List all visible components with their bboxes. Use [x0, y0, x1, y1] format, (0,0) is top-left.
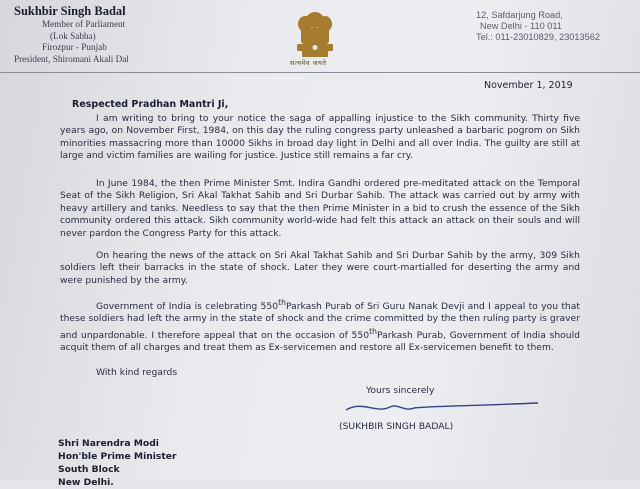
p4-sup-2: th [369, 326, 377, 336]
paragraph-2: In June 1984, the then Prime Minister Smt. Indira Gandhi ordered pre-meditated attack on the Temporal Seat of the Sikh Religion, Sri Akal Takhat Sahib and Sri Durbar Sahib. The attack was carried out by army with heavy artillery and tanks. Needless to say that the then Prime Minister in a bid to crush the essence of the Sikh community ordered this attack. Sikh community world-wide had felt this attack an attack on their souls and will never pardon the Congress Party for this attack. [60, 178, 580, 239]
address-street: 12, Safdarjung Road, [476, 10, 563, 20]
address-phone: Tel.: 011-23010829, 23013562 [476, 32, 600, 42]
addressee-office: South Block [58, 464, 120, 475]
letter-date: November 1, 2019 [484, 80, 573, 91]
signatory-name: (SUKHBIR SINGH BADAL) [339, 421, 454, 432]
address-city: New Delhi - 110 011 [480, 21, 562, 31]
header-divider [0, 72, 640, 73]
p4-sup-1: th [278, 298, 286, 307]
p4-part-a: Government of India is celebrating 550 [96, 301, 279, 313]
addressee-title: Hon'ble Prime Minister [58, 451, 177, 462]
addressee-block [58, 437, 177, 489]
letterhead-left [14, 4, 129, 65]
yours-sincerely: Yours sincerely [366, 385, 435, 396]
closing: With kind regards [96, 367, 178, 378]
paragraph-4 [60, 297, 580, 355]
sender-party-role: President, Shiromani Akali Dal [14, 53, 129, 64]
sender-constituency: Firozpur - Punjab [42, 42, 107, 52]
paragraph-3: On hearing the news of the attack on Sri Akal Takhat Sahib and Sri Durbar Sahib by the army, 309 Sikh soldiers left their barracks in the state of shock. Later they were court-martialled for deserting the army and were punished by the army. [60, 250, 580, 286]
sender-title: Member of Parliament [42, 19, 126, 29]
p4-part-c: Parkash Purab, Government of India should acquit them of all charges and treat them as Ex-servicemen and restore all Ex-servicemen benefit to them. [60, 329, 580, 354]
signature-icon [342, 398, 542, 418]
p4-part-b: Parkash Purab of Sri Guru Nanak Devji and I appeal to you that these soldiers had left the army in the state of shock and the crime committed by the then ruling party is graver and unpardonable. I therefore appeal that on the occasion of 550 [60, 301, 580, 341]
paragraph-1: I am writing to bring to your notice the saga of appalling injustice to the Sikh community. Thirty five years ago, on November First, 1984, on this day the ruling congress party unleashed a barbaric pogrom on Sikh minorities massacring more than 10000 Sikhs in broad day light in Delhi and all over India. The guilty are still at large and victim families are wailing for justice. Justice still remains a far cry. [60, 113, 580, 162]
addressee-name: Shri Narendra Modi [58, 438, 159, 449]
addressee-city: New Delhi. [58, 477, 114, 488]
salutation: Respected Pradhan Mantri Ji, [72, 99, 229, 110]
sender-house: (Lok Sabha) [50, 30, 96, 41]
letterhead-address [476, 10, 600, 43]
emblem-motto: सत्यमेव जयते [290, 59, 327, 67]
sender-name: Sukhbir Singh Badal [14, 4, 126, 18]
